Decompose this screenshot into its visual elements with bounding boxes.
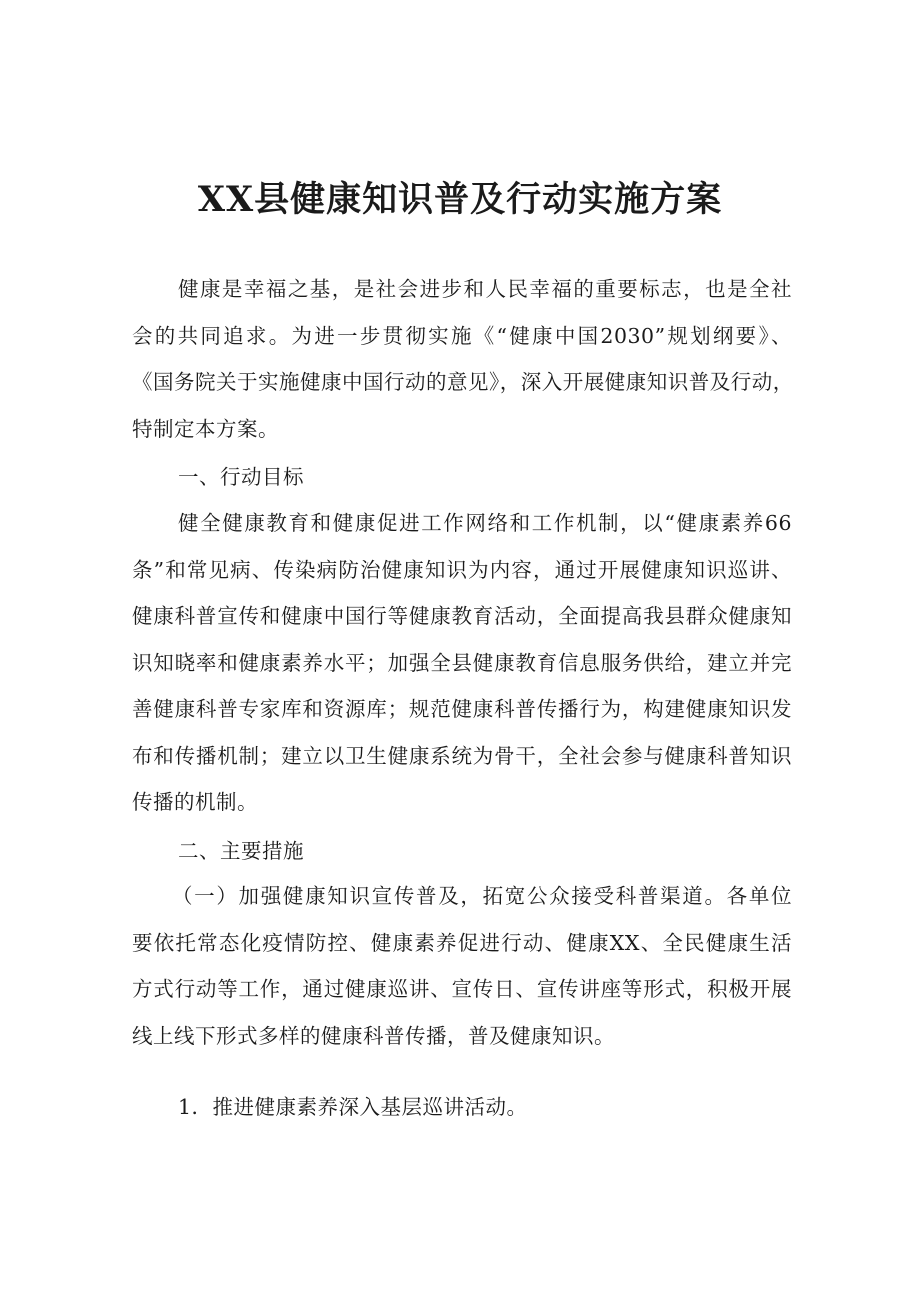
paragraph-line: 会的共同追求。为进一步贯彻实施《“健康中国2030”规划纲要》、 [132,323,792,348]
paragraph-line: 健康是幸福之基，是社会进步和人民幸福的重要标志，也是全社 [178,277,792,301]
paragraph-line: 健全健康教育和健康促进工作网络和工作机制，以“健康素养66 [178,511,792,535]
goals-paragraph [132,500,792,826]
paragraph-line: 条”和常见病、传染病防治健康知识为内容，通过开展健康知识巡讲、 [132,557,792,582]
paragraph-line: 布和传播机制；建立以卫生健康系统为骨干，全社会参与健康科普知识 [132,743,792,768]
paragraph-line: 特制定本方案。 [132,416,279,441]
paragraph-line: 善健康科普专家库和资源库；规范健康科普传播行为，构建健康知识发 [132,697,792,721]
intro-paragraph [132,266,792,452]
section-heading-goals: 一、行动目标 [178,465,304,489]
measure-item-1: 1．推进健康素养深入基层巡讲活动。 [178,1095,528,1119]
document-title: XX县健康知识普及行动实施方案 [197,179,723,220]
measures-sub1-paragraph [132,873,792,1059]
section-heading-measures: 二、主要措施 [178,839,304,863]
paragraph-line: 传播的机制。 [132,790,258,814]
paragraph-line: （一）加强健康知识宣传普及，拓宽公众接受科普渠道。各单位 [172,884,792,908]
paragraph-line: 方式行动等工作，通过健康巡讲、宣传日、宣传讲座等形式，积极开展 [132,977,792,1001]
paragraph-line: 识知晓率和健康素养水平；加强全县健康教育信息服务供给，建立并完 [132,650,792,675]
paragraph-line: 线上线下形式多样的健康科普传播，普及健康知识。 [132,1023,615,1048]
paragraph-line: 健康科普宣传和健康中国行等健康教育活动，全面提高我县群众健康知 [132,604,792,628]
paragraph-line: 《国务院关于实施健康中国行动的意见》，深入开展健康知识普及行动， [132,370,794,394]
paragraph-line: 要依托常态化疫情防控、健康素养促进行动、健康XX、全民健康生活 [132,930,792,955]
